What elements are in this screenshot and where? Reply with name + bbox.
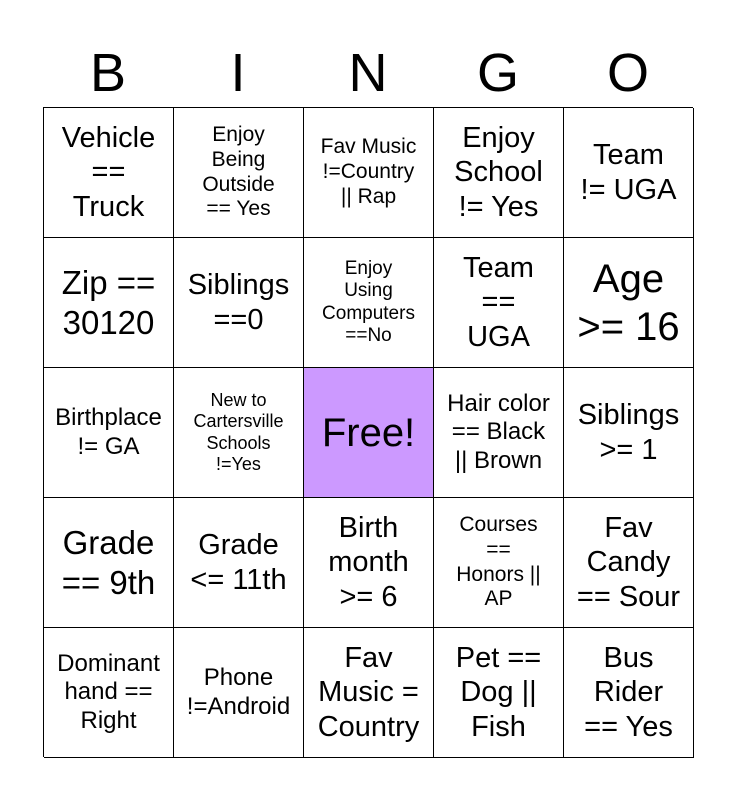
header-letter-n: N — [348, 43, 388, 103]
header-letter-g: G — [476, 43, 519, 103]
bingo-cell[interactable]: Grade <= 11th — [174, 498, 304, 628]
bingo-cell[interactable]: Siblings >= 1 — [564, 368, 694, 498]
bingo-cell[interactable]: Fav Music !=Country || Rap — [304, 108, 434, 238]
bingo-cell[interactable]: Birth month >= 6 — [304, 498, 434, 628]
bingo-cell[interactable]: Courses == Honors || AP — [434, 498, 564, 628]
bingo-cell[interactable]: Fav Candy == Sour — [564, 498, 694, 628]
bingo-cell[interactable]: Enjoy Being Outside == Yes — [174, 108, 304, 238]
bingo-cell[interactable]: New to Cartersville Schools !=Yes — [174, 368, 304, 498]
bingo-cell[interactable]: Fav Music = Country — [304, 628, 434, 758]
header-letter-i: I — [230, 43, 246, 103]
bingo-header — [43, 40, 693, 106]
header-letter-o: O — [606, 43, 649, 103]
header-letter-b: B — [89, 43, 127, 103]
bingo-cell[interactable]: Team != UGA — [564, 108, 694, 238]
bingo-cell[interactable]: Siblings ==0 — [174, 238, 304, 368]
bingo-board — [43, 107, 693, 757]
bingo-cell[interactable]: Enjoy School != Yes — [434, 108, 564, 238]
bingo-cell[interactable]: Phone !=Android — [174, 628, 304, 758]
bingo-cell[interactable]: Bus Rider == Yes — [564, 628, 694, 758]
bingo-cell[interactable]: Team == UGA — [434, 238, 564, 368]
bingo-cell[interactable]: Enjoy Using Computers ==No — [304, 238, 434, 368]
bingo-cell[interactable]: Vehicle == Truck — [44, 108, 174, 238]
bingo-cell[interactable]: Dominant hand == Right — [44, 628, 174, 758]
bingo-cell[interactable]: Grade == 9th — [44, 498, 174, 628]
bingo-cell[interactable]: Pet == Dog || Fish — [434, 628, 564, 758]
bingo-cell[interactable]: Birthplace != GA — [44, 368, 174, 498]
free-space-cell[interactable]: Free! — [304, 368, 434, 498]
bingo-cell[interactable]: Hair color == Black || Brown — [434, 368, 564, 498]
bingo-cell[interactable]: Zip == 30120 — [44, 238, 174, 368]
bingo-cell[interactable]: Age >= 16 — [564, 238, 694, 368]
